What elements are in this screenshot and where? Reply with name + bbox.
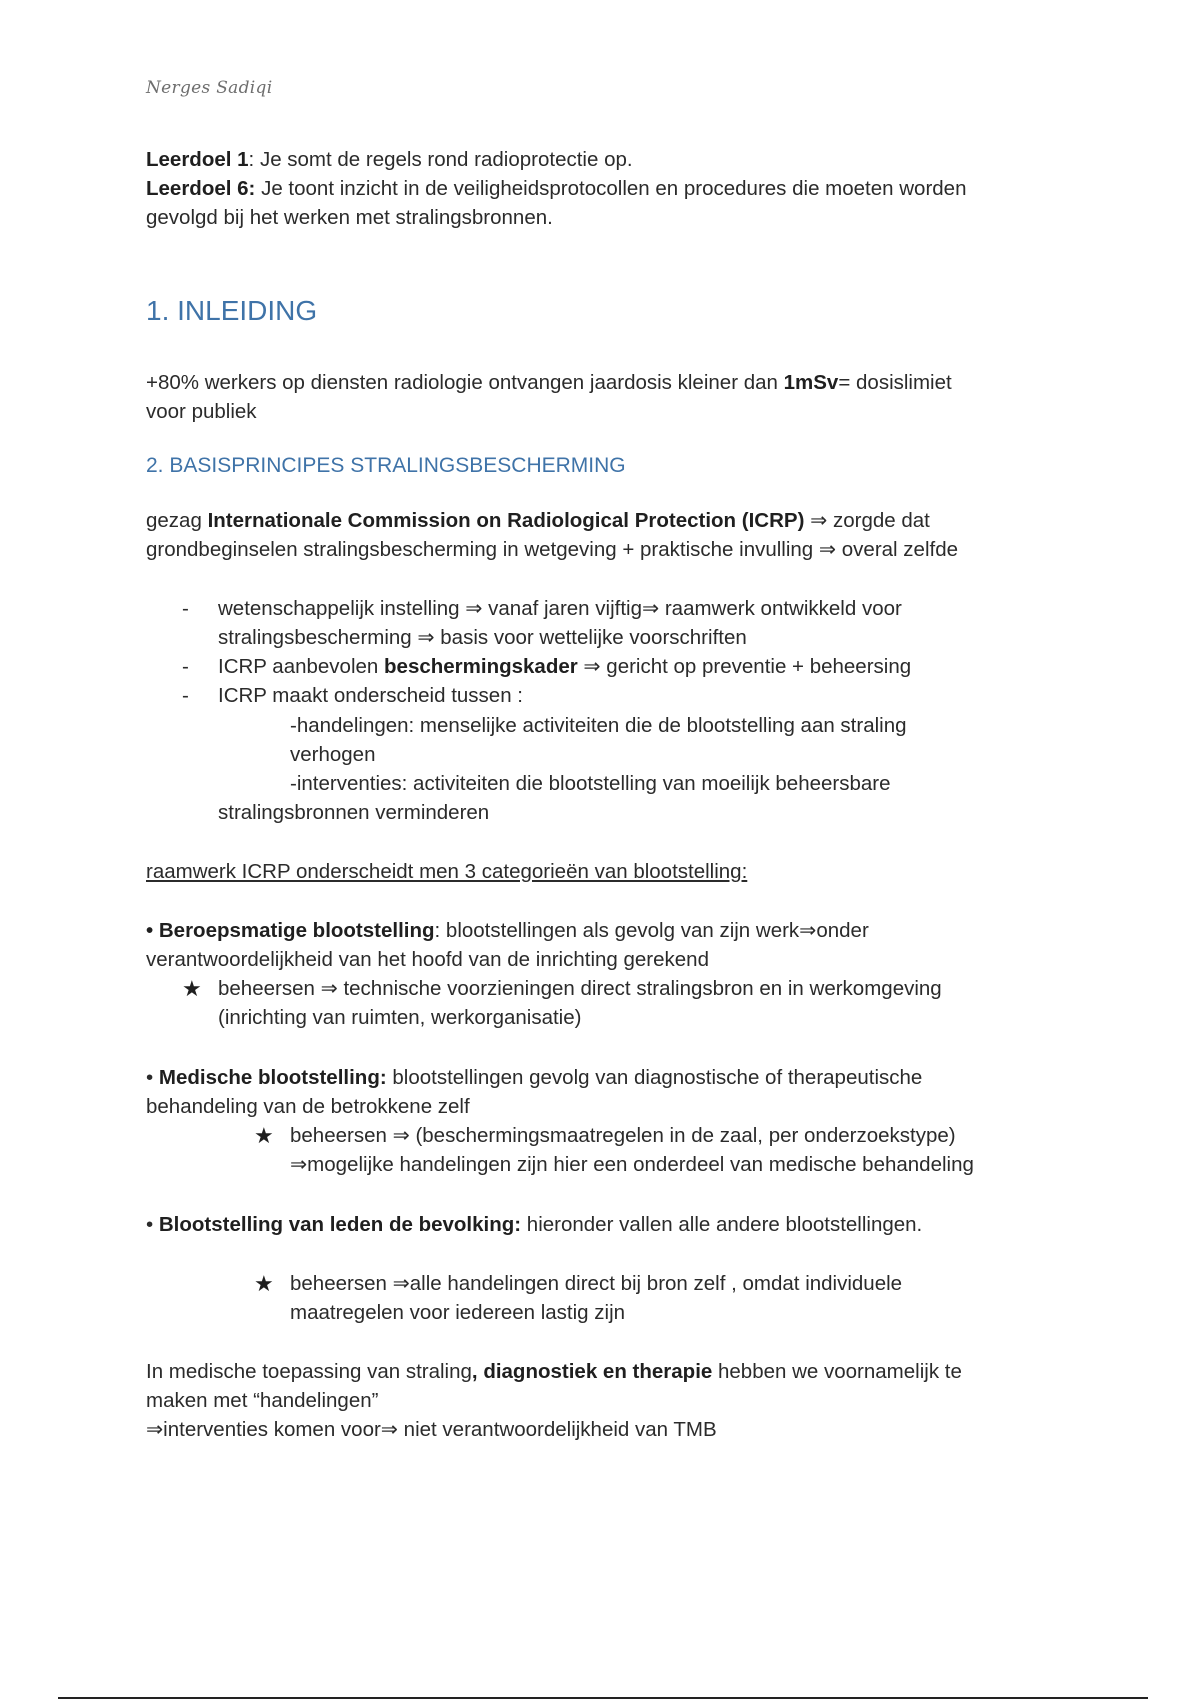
- list-item: [218, 652, 1118, 681]
- list-item-2-text-c: ⇒ gericht op preventie + beheersing: [577, 655, 912, 678]
- category-3-title: Blootstelling van leden de bevolking:: [158, 1213, 522, 1236]
- category-beroepsmatig: [146, 916, 1046, 974]
- objective-6-label: Leerdoel 6:: [146, 177, 256, 200]
- category-2-control-line-1: beheersen ⇒ (beschermingsmaatregelen in de zaal, per onderzoekstype): [290, 1124, 956, 1147]
- closing-text-a: In medische toepassing van straling: [146, 1360, 472, 1383]
- category-3-control: [290, 1269, 1190, 1327]
- page-bottom-rule: [58, 1697, 1148, 1699]
- closing-text-c: hebben we voornamelijk te: [712, 1360, 962, 1383]
- list-item-1-line-2: stralingsbescherming ⇒ basis voor wettelijke voorschriften: [218, 626, 747, 649]
- star-bullet-icon: ★: [254, 1271, 274, 1296]
- list-bullet-dash: -: [182, 684, 189, 707]
- category-2-text-cont: behandeling van de betrokkene zelf: [146, 1095, 470, 1118]
- handelingen-line-1: -handelingen: menselijke activiteiten die de blootstelling aan straling: [290, 714, 907, 737]
- category-1-text-cont: verantwoordelijkheid van het hoofd van de inrichting gerekend: [146, 948, 709, 971]
- inleiding-text-c: = dosislimiet: [838, 371, 952, 394]
- icrp-name: Internationale Commission on Radiological Protection (ICRP): [207, 509, 805, 532]
- heading-basisprincipes: 2. BASISPRINCIPES STRALINGSBESCHERMING: [146, 454, 626, 477]
- list-bullet-dash: -: [182, 597, 189, 620]
- objective-1-label: Leerdoel 1: [146, 148, 249, 171]
- category-1-control: [218, 974, 1118, 1032]
- list-item: [218, 681, 1118, 710]
- author-signature: Nerges Sadiqi: [146, 78, 273, 98]
- category-3-control-line-2: maatregelen voor iedereen lastig zijn: [290, 1301, 626, 1324]
- closing-text-e: ⇒interventies komen voor⇒ niet verantwoordelijkheid van TMB: [146, 1418, 717, 1441]
- handelingen-line-2: verhogen: [290, 743, 376, 766]
- list-item-1-line-1: wetenschappelijk instelling ⇒ vanaf jaren vijftig⇒ raamwerk ontwikkeld voor: [218, 597, 902, 620]
- intro-text-c: ⇒ zorgde dat: [804, 509, 930, 532]
- category-1-title: • Beroepsmatige blootstelling: [146, 919, 435, 942]
- inleiding-text-a: +80% werkers op diensten radiologie ontvangen jaardosis kleiner dan: [146, 371, 784, 394]
- inleiding-paragraph: [146, 368, 1046, 426]
- star-bullet-icon: ★: [182, 976, 202, 1001]
- interventies-line-2: stralingsbronnen verminderen: [218, 801, 490, 824]
- interventies-line-1: -interventies: activiteiten die blootstelling van moeilijk beheersbare: [290, 772, 891, 795]
- learning-objectives: [146, 145, 1046, 232]
- list-item-2-text-a: ICRP aanbevolen: [218, 655, 385, 678]
- star-bullet-icon: ★: [254, 1123, 274, 1148]
- category-1-control-line-2: (inrichting van ruimten, werkorganisatie): [218, 1006, 582, 1029]
- intro-text-a: gezag: [146, 509, 208, 532]
- objective-6-text-cont: gevolgd bij het werken met stralingsbronnen.: [146, 206, 553, 229]
- heading-inleiding: 1. INLEIDING: [146, 295, 318, 326]
- icrp-intro: [146, 506, 1046, 564]
- closing-text-d: maken met “handelingen”: [146, 1389, 379, 1412]
- category-medisch: [146, 1063, 1046, 1121]
- category-3-control-line-1: beheersen ⇒alle handelingen direct bij bron zelf , omdat individuele: [290, 1272, 903, 1295]
- list-item-3-text: ICRP maakt onderscheid tussen :: [218, 684, 523, 707]
- objective-6-text: Je toont inzicht in de veiligheidsprotocollen en procedures die moeten worden: [255, 177, 967, 200]
- interventies-cont: [218, 798, 1118, 827]
- list-bullet-dash: -: [182, 655, 189, 678]
- list-item: [218, 594, 1118, 652]
- list-item-2-bold: beschermingskader: [384, 655, 578, 678]
- intro-text-d: grondbeginselen stralingsbescherming in wetgeving + praktische invulling ⇒ overal zelfde: [146, 538, 959, 561]
- objective-1-text: : Je somt de regels rond radioprotectie op.: [248, 148, 633, 171]
- handelingen-definition: [290, 711, 1190, 798]
- inleiding-text-d: voor publiek: [146, 400, 257, 423]
- closing-bold: , diagnostiek en therapie: [471, 1360, 713, 1383]
- framework-heading: raamwerk ICRP onderscheidt men 3 categorieën van blootstelling:: [146, 860, 748, 883]
- category-3-text: hieronder vallen alle andere blootstellingen.: [521, 1213, 923, 1236]
- category-2-control-line-2: ⇒mogelijke handelingen zijn hier een onderdeel van medische behandeling: [290, 1153, 974, 1176]
- category-3-bullet: •: [146, 1213, 159, 1236]
- category-2-control: [290, 1121, 1190, 1179]
- closing-paragraph: [146, 1357, 1046, 1444]
- category-2-bullet: •: [146, 1066, 159, 1089]
- category-1-control-line-1: beheersen ⇒ technische voorzieningen direct stralingsbron en in werkomgeving: [218, 977, 942, 1000]
- category-2-text: blootstellingen gevolg van diagnostische of therapeutische: [386, 1066, 923, 1089]
- category-2-title: Medische blootstelling:: [158, 1066, 387, 1089]
- category-bevolking: [146, 1210, 1046, 1239]
- dose-limit-value: 1mSv: [783, 371, 839, 394]
- category-1-text: : blootstellingen als gevolg van zijn werk⇒onder: [434, 919, 869, 942]
